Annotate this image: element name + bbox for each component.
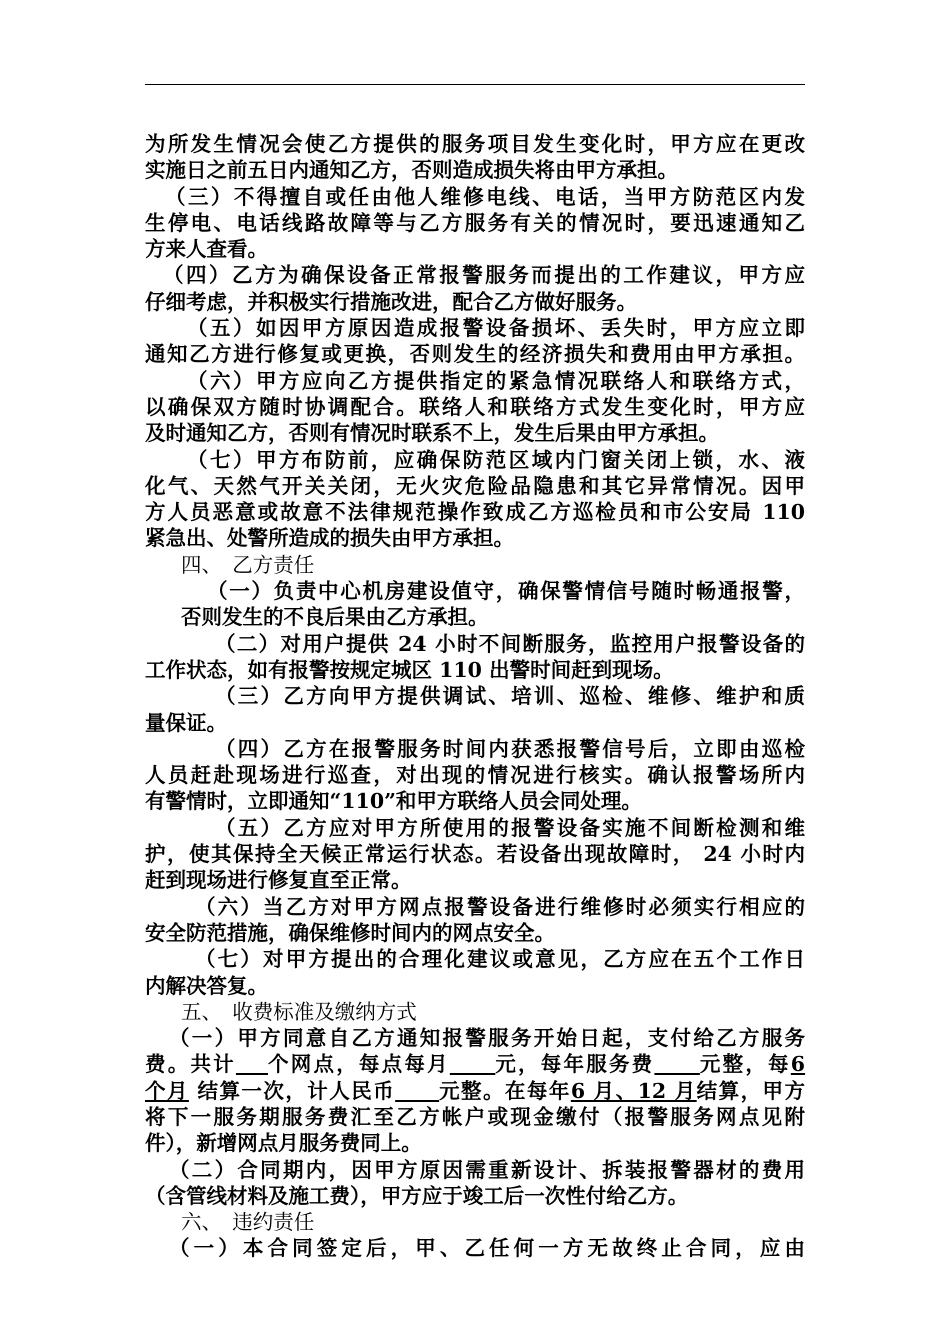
text-segment: 元，每年服务费 [495, 1052, 655, 1077]
text-line: （二）合同期内，因甲方原因需重新设计、拆装报警器材的费用 [169, 1157, 805, 1182]
section-heading: 六、 违约责任 [181, 1210, 315, 1235]
text-line: 方人员恶意或故意不法律规范操作致成乙方巡检员和市公安局 110 [145, 500, 805, 525]
text-line: 内解决答复。 [145, 973, 268, 998]
text-line: （五）乙方应对甲方所使用的报警设备实施不间断检测和维 [215, 815, 805, 840]
text-line: 方来人查看。 [145, 237, 268, 262]
text-line: 量保证。 [145, 710, 227, 735]
section-heading: 五、 收费标准及缴纳方式 [181, 999, 417, 1024]
text-segment: 结算，甲方 [696, 1078, 806, 1103]
text-line: 仔细考虑，并积极实行措施改进，配合乙方做好服务。 [145, 289, 637, 314]
text-segment: 结算一次，计人民币 [188, 1078, 396, 1103]
text-line: （三）不得擅自或任由他人维修电线、电话，当甲方防范区内发 [165, 184, 805, 209]
text-line: 通知乙方进行修复或更换，否则发生的经济损失和费用由甲方承担。 [145, 342, 805, 367]
text-line: 将下一服务期服务费汇至乙方帐户或现金缴付（报警服务网点见附 [145, 1104, 805, 1129]
text-line: （四）乙方为确保设备正常报警服务而提出的工作建议，甲方应 [163, 263, 805, 288]
text-line: 实施日之前五日内通知乙方，否则造成损失将由甲方承担。 [145, 158, 678, 183]
text-line: （二）对用户提供 24 小时不间断服务，监控用户报警设备的 [215, 631, 805, 656]
text-line: 护，使其保持全天候正常运行状态。若设备出现故障时， 24 小时内 [145, 842, 805, 867]
text-line: 安全防范措施，确保维修时间内的网点安全。 [145, 920, 555, 945]
fee-line [145, 1051, 805, 1077]
text-line: （七）对甲方提出的合理化建议或意见，乙方应在五个工作日 [195, 947, 805, 972]
section-heading: 四、 乙方责任 [181, 552, 315, 577]
text-line: 否则发生的不良后果由乙方承担。 [181, 605, 489, 630]
text-segment: 元整。在每年 [439, 1078, 571, 1103]
text-line: 化气、天然气开关关闭，无火灾危险品隐患和其它异常情况。因甲 [145, 473, 805, 498]
underlined-value: 6 月、12 月 [570, 1078, 697, 1103]
text-segment: 费。共计 [145, 1052, 236, 1077]
text-line: 以确保双方随时协调配合。联络人和联络方式发生变化时，甲方应 [145, 394, 805, 419]
fee-line [145, 1078, 805, 1104]
text-line: （一）本合同签定后，甲、乙任何一方无故终止合同，应由 [169, 1236, 805, 1261]
text-line: 件），新增网点月服务费同上。 [145, 1131, 422, 1156]
blank-field [236, 1052, 268, 1076]
blank-field [654, 1052, 699, 1076]
text-segment: 个网点，每点每月 [268, 1052, 450, 1077]
blank-field [395, 1079, 439, 1103]
document-body [145, 131, 805, 1262]
underlined-value: 6 [790, 1052, 806, 1077]
text-line: （一）负责中心机房建设值守，确保警情信号随时畅通报警， [207, 579, 805, 604]
text-line: （六）甲方应向乙方提供指定的紧急情况联络人和联络方式， [187, 368, 805, 393]
underlined-value: 个月 [145, 1078, 189, 1103]
text-line: 有警情时，立即通知“110”和甲方联络人员会同处理。 [145, 789, 642, 814]
text-line: （四）乙方在报警服务时间内获悉报警信号后，立即由巡检 [215, 736, 805, 761]
text-line: （一）甲方同意自乙方通知报警服务开始日起，支付给乙方服务 [169, 1026, 805, 1051]
text-line: 生停电、电话线路故障等与乙方服务有关的情况时，要迅速通知乙 [145, 210, 805, 235]
text-line: 紧急出、处警所造成的损失由甲方承担。 [145, 526, 514, 551]
text-line: （三）乙方向甲方提供调试、培训、巡检、维修、维护和质 [215, 684, 805, 709]
text-line: 人员赶赴现场进行巡查，对出现的情况进行核实。确认报警场所内 [145, 763, 805, 788]
text-line: （六）当乙方对甲方网点报警设备进行维修时必须实行相应的 [195, 894, 805, 919]
text-line: 及时通知乙方，否则有情况时联系不上，发生后果由甲方承担。 [145, 421, 719, 446]
blank-field [450, 1052, 495, 1076]
text-line: 工作状态，如有报警按规定城区 110 出警时间赶到现场。 [145, 657, 674, 682]
text-line: （五）如因甲方原因造成报警设备损坏、丢失时，甲方应立即 [187, 316, 805, 341]
text-line: 为所发生情况会使乙方提供的服务项目发生变化时，甲方应在更改 [145, 132, 805, 156]
text-line: （含管线材料及施工费），甲方应于竣工后一次性付给乙方。 [145, 1183, 689, 1208]
text-segment: 元整，每 [699, 1052, 791, 1077]
text-line: 赶到现场进行修复直至正常。 [145, 868, 412, 893]
text-line: （七）甲方布防前，应确保防范区域内门窗关闭上锁，水、液 [187, 447, 805, 472]
header-rule [145, 84, 805, 85]
